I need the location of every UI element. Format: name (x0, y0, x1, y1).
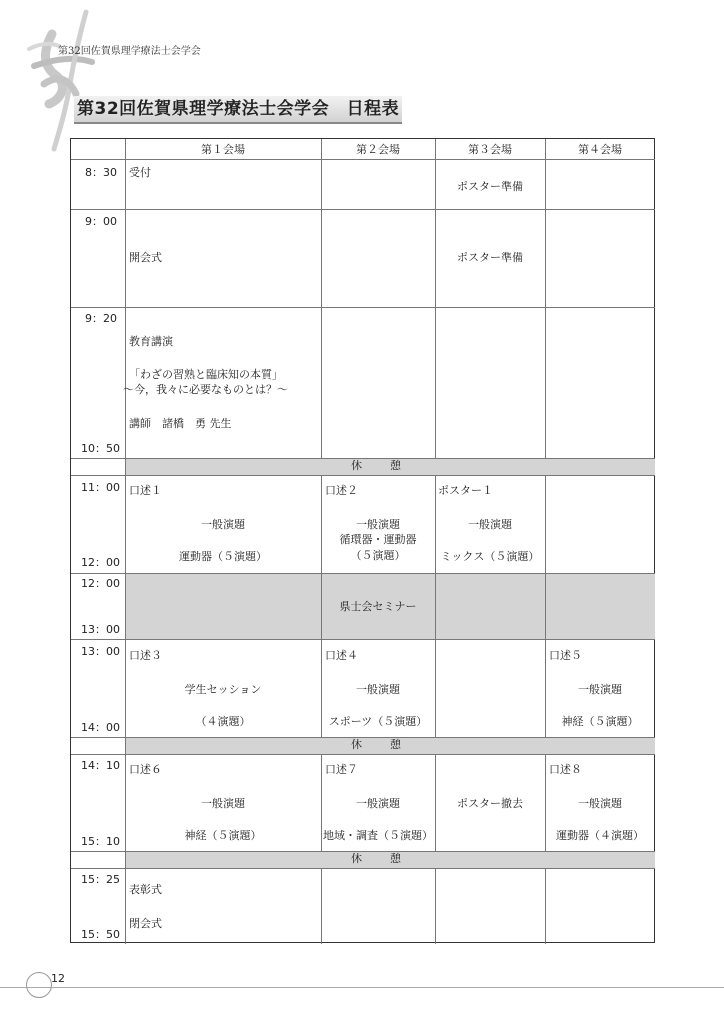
poster1-title: ポスター１ (438, 484, 493, 497)
col-rule (435, 475, 436, 737)
col-rule (321, 868, 322, 944)
poster-prep-label: ポスター準備 (457, 251, 523, 264)
oral7-detail: 地域・調査（５演題） (323, 829, 433, 842)
oral5-detail: 神経（５演題） (561, 715, 639, 728)
oral7-title: 口述７ (325, 763, 358, 776)
break-text: 休憩 (351, 852, 429, 865)
column-header-venue1: 第１会場 (201, 143, 245, 156)
oral6-type: 一般演題 (201, 797, 245, 810)
award-ceremony-label: 表彰式 (129, 883, 162, 896)
lecture-speaker: 講師 諸橋 勇 先生 (129, 417, 232, 430)
oral3-title: 口述３ (129, 649, 162, 662)
header-rule (71, 159, 655, 160)
column-header-venue3: 第３会場 (468, 143, 512, 156)
lecture-subtitle: ～今，我々に必要なものとは？～ (123, 383, 288, 396)
oral8-detail: 運動器（４演題） (556, 829, 644, 842)
schedule-table (70, 138, 655, 943)
reception-label: 受付 (129, 166, 151, 179)
lecture-subtitle: 「わざの習熟と臨床知の本質」 (129, 368, 283, 381)
break-label (125, 459, 655, 473)
page-title-wrap (74, 96, 402, 124)
row-rule (71, 754, 655, 755)
row-rule (71, 307, 655, 308)
page-title: 第32回佐賀県理学療法士会学会 日程表 (74, 96, 402, 124)
oral4-title: 口述４ (325, 649, 358, 662)
column-header-venue4: 第４会場 (578, 143, 622, 156)
oral2-detail: （５演題） (350, 549, 406, 562)
seminar-label: 県士会セミナー (339, 600, 417, 613)
time-label: 8：30 (85, 166, 117, 179)
oral1-detail: 運動器（５演題） (179, 550, 267, 563)
footer-rule (0, 987, 724, 988)
column-header-venue2: 第２会場 (356, 143, 400, 156)
col-rule (435, 868, 436, 944)
page-number-circle-icon (26, 972, 52, 998)
break-text: 休憩 (351, 738, 429, 751)
time-label: 13：00 (81, 623, 120, 636)
closing-ceremony-label: 閉会式 (129, 917, 162, 930)
running-header: 第32回佐賀県理学療法士会学会 (58, 46, 201, 57)
poster-removal-label: ポスター撤去 (457, 797, 523, 810)
oral7-type: 一般演題 (356, 797, 400, 810)
time-label: 12：00 (81, 556, 120, 569)
time-label: 10：50 (81, 442, 120, 455)
oral1-type: 一般演題 (201, 518, 245, 531)
time-label: 12：00 (81, 577, 120, 590)
col-rule (545, 868, 546, 944)
poster-prep-label: ポスター準備 (457, 180, 523, 193)
time-label: 9：00 (85, 215, 117, 228)
break-label (125, 852, 655, 866)
time-label: 13：00 (81, 645, 120, 658)
time-label: 9：20 (85, 312, 117, 325)
oral6-title: 口述６ (129, 763, 162, 776)
oral5-title: 口述５ (549, 649, 582, 662)
oral5-type: 一般演題 (578, 683, 622, 696)
oral2-sub: 循環器・運動器 (339, 533, 417, 546)
time-label: 15：10 (81, 835, 120, 848)
time-label: 15：50 (81, 928, 120, 941)
lecture-label: 教育講演 (129, 335, 173, 348)
oral8-type: 一般演題 (578, 797, 622, 810)
oral3-detail: （４演題） (195, 715, 251, 728)
row-rule (71, 868, 655, 869)
oral2-title: 口述２ (325, 484, 358, 497)
time-label: 14：10 (81, 759, 120, 772)
col-rule (545, 139, 546, 458)
time-label: 15：25 (81, 873, 120, 886)
oral2-type: 一般演題 (356, 518, 400, 531)
oral4-type: 一般演題 (356, 683, 400, 696)
row-rule (71, 475, 655, 476)
row-rule (71, 639, 655, 640)
time-label: 11：00 (81, 481, 120, 494)
oral3-type: 学生セッション (184, 683, 262, 696)
oral8-title: 口述８ (549, 763, 582, 776)
poster1-detail: ミックス（５演題） (440, 550, 540, 563)
col-rule (321, 139, 322, 458)
time-label: 14：00 (81, 721, 120, 734)
break-text: 休憩 (351, 459, 429, 472)
col-rule (545, 475, 546, 737)
col-rule (125, 139, 126, 944)
opening-ceremony-label: 開会式 (129, 251, 162, 264)
oral4-detail: スポーツ（５演題） (328, 715, 428, 728)
poster1-type: 一般演題 (468, 518, 512, 531)
row-rule (71, 209, 655, 210)
brush-logo-icon (14, 4, 124, 154)
oral6-detail: 神経（５演題） (184, 829, 262, 842)
row-rule (71, 573, 655, 574)
page-number: 12 (51, 972, 65, 985)
break-label (125, 738, 655, 752)
oral1-title: 口述１ (129, 484, 162, 497)
